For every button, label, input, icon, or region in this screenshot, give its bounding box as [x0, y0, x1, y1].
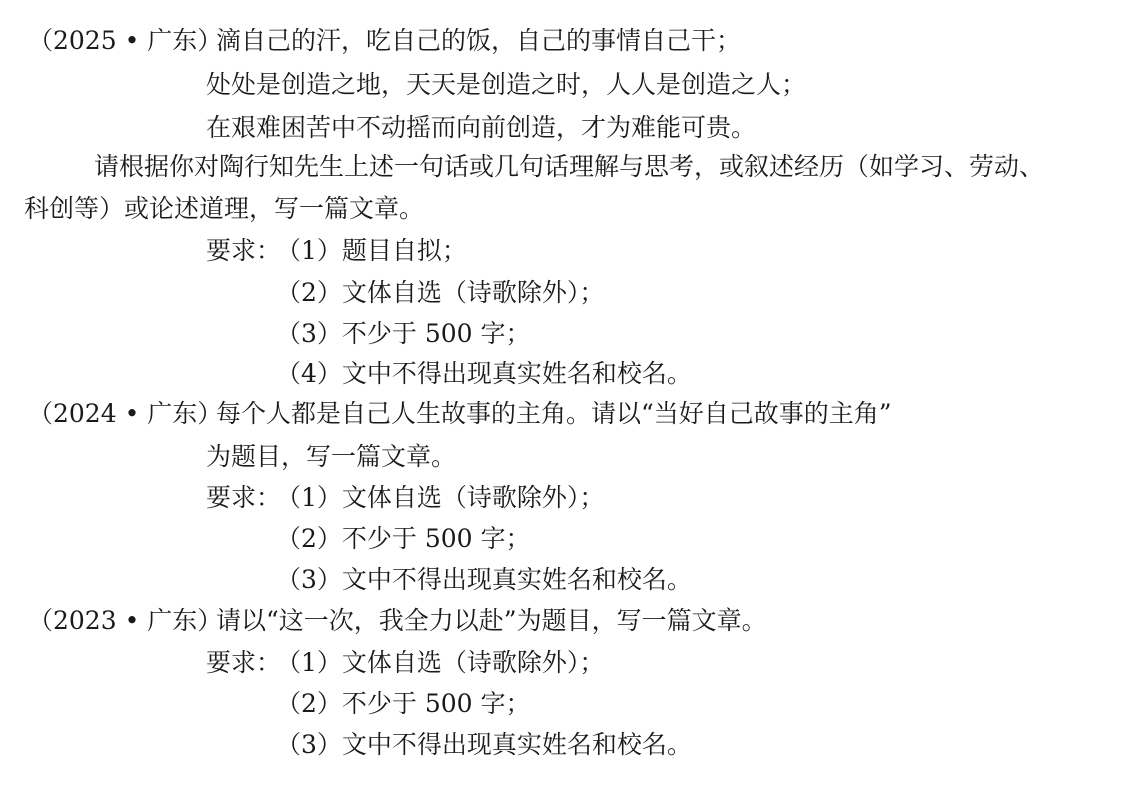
prompt-2025-line-3: 在艰难困苦中不动摇而向前创造，才为难能可贵。 [206, 113, 757, 142]
requirement-2023-1: （1）文体自选（诗歌除外）； [276, 648, 605, 677]
requirement-2023-3: （3）文中不得出现真实姓名和校名。 [276, 730, 692, 759]
source-2025: （2025 • 广东） [28, 26, 223, 55]
requirements-label-2023: 要求： [206, 648, 282, 677]
instruction-2025-line-2: 科创等）或论述道理，写一篇文章。 [24, 194, 425, 223]
source-2023: （2023 • 广东） [28, 606, 223, 635]
prompt-2024-line-1: 每个人都是自己人生故事的主角。请以“当好自己故事的主角” [216, 399, 892, 428]
prompt-2025-line-2: 处处是创造之地，天天是创造之时，人人是创造之人； [206, 70, 807, 99]
requirement-2025-1: （1）题目自拟； [276, 236, 467, 265]
requirement-2025-4: （4）文中不得出现真实姓名和校名。 [276, 359, 692, 388]
prompt-2024-line-2: 为题目，写一篇文章。 [206, 442, 457, 471]
requirement-2024-1: （1）文体自选（诗歌除外）； [276, 483, 605, 512]
requirement-2024-3: （3）文中不得出现真实姓名和校名。 [276, 565, 692, 594]
requirements-label-2025: 要求： [206, 236, 282, 265]
requirements-label-2024: 要求： [206, 483, 282, 512]
source-2024: （2024 • 广东） [28, 399, 223, 428]
requirement-2024-2: （2）不少于 500 字； [276, 524, 531, 553]
requirement-2023-2: （2）不少于 500 字； [276, 689, 531, 718]
prompt-2025-line-1: 滴自己的汗，吃自己的饭，自己的事情自己干； [216, 26, 742, 55]
requirement-2025-3: （3）不少于 500 字； [276, 319, 531, 348]
prompt-2023-line-1: 请以“这一次，我全力以赴”为题目，写一篇文章。 [216, 606, 767, 635]
instruction-2025-line-1: 请根据你对陶行知先生上述一句话或几句话理解与思考，或叙述经历（如学习、劳动、 [94, 152, 1045, 181]
requirement-2025-2: （2）文体自选（诗歌除外）； [276, 278, 605, 307]
